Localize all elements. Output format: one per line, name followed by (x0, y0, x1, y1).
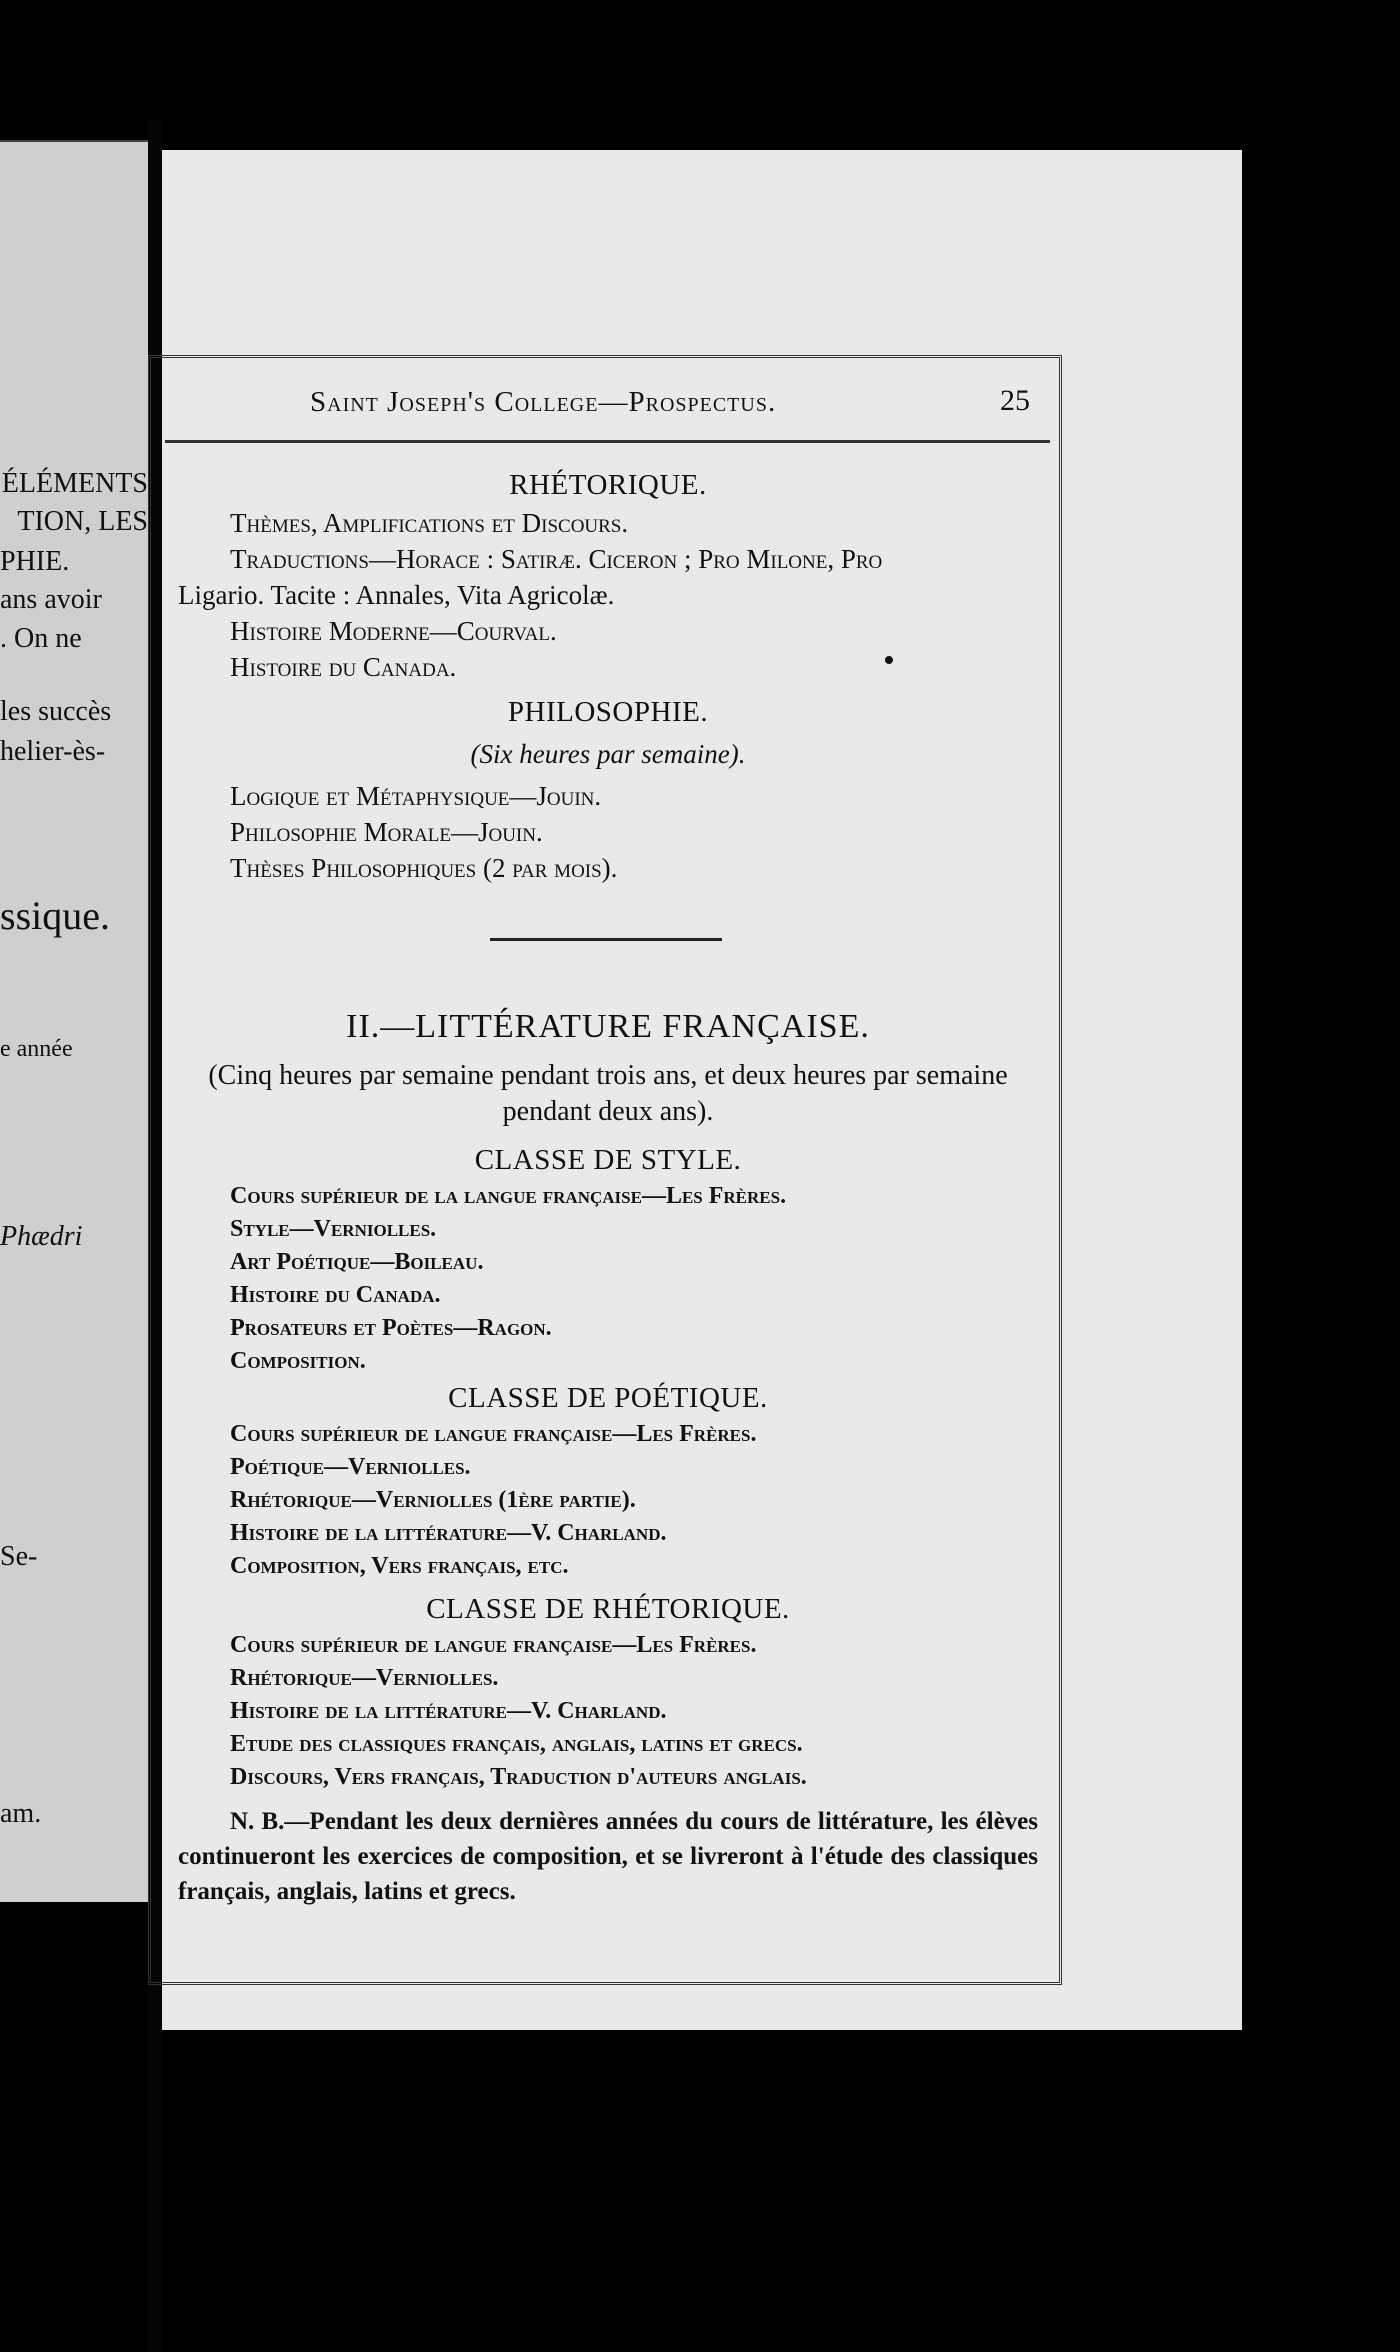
fragment-text: ÉLÉMENTS (1, 468, 148, 499)
course-line: Poétique—Verniolles. (230, 1454, 471, 1480)
section-heading: RHÉTORIQUE. (509, 469, 707, 501)
section-heading: PHILOSOPHIE. (507, 696, 709, 728)
ink-speck (885, 656, 893, 664)
facing-page-fragment (0, 140, 150, 1902)
course-line: Histoire de la littérature—V. Charland. (230, 1698, 667, 1724)
course-line: Traductions—Horace : Satiræ. Ciceron ; Pro Milone, Pro (230, 544, 883, 574)
section-philosophie (178, 692, 1038, 886)
course-line: Etude des classiques français, anglais, latins et grecs. (230, 1731, 803, 1757)
fragment-text: les succès (0, 696, 112, 727)
course-line: Thèmes, Amplifications et Discours. (230, 508, 629, 538)
course-line: Cours supérieur de langue française—Les Frères. (230, 1632, 757, 1658)
course-line: Histoire de la littérature—V. Charland. (230, 1520, 667, 1546)
class-heading: CLASSE DE RHÉTORIQUE. (426, 1593, 790, 1625)
course-line: Philosophie Morale—Jouin. (230, 817, 543, 847)
section-heading: II.—LITTÉRATURE FRANÇAISE. (346, 1008, 870, 1045)
header-rule (165, 440, 1050, 443)
course-line: Composition, Vers français, etc. (230, 1553, 569, 1579)
course-line: Prosateurs et Poètes—Ragon. (230, 1315, 552, 1341)
course-line: Rhétorique—Verniolles (1ère partie). (230, 1487, 636, 1513)
fragment-text: helier-ès- (0, 736, 106, 767)
course-line: Art Poétique—Boileau. (230, 1249, 484, 1275)
course-line: Discours, Vers français, Traduction d'auteurs anglais. (230, 1764, 807, 1790)
fragment-text: e année (0, 1036, 73, 1062)
fragment-text: Se- (0, 1541, 38, 1572)
course-line: Style—Verniolles. (230, 1216, 437, 1242)
page-number: 25 (1000, 384, 1030, 417)
running-title: Saint Joseph's College—Prospectus. (310, 386, 777, 418)
fragment-text: . On ne (0, 623, 82, 654)
course-line: Histoire Moderne—Courval. (230, 616, 557, 646)
section-divider (490, 938, 722, 941)
fragment-text: PHIE. (0, 546, 70, 577)
course-line: Composition. (230, 1348, 366, 1374)
section-subheading: (Six heures par semaine). (470, 739, 746, 769)
class-heading: CLASSE DE STYLE. (474, 1144, 742, 1176)
course-line: Histoire du Canada. (230, 652, 457, 682)
course-line: Logique et Métaphysique—Jouin. (230, 781, 602, 811)
fragment-text: TION, LES (17, 506, 148, 537)
course-line: Rhétorique—Verniolles. (230, 1665, 499, 1691)
fragment-text: am. (0, 1798, 42, 1829)
course-line: Cours supérieur de langue française—Les Frères. (230, 1421, 757, 1447)
fragment-text: Phædri (0, 1221, 83, 1252)
course-line: Histoire du Canada. (230, 1282, 441, 1308)
fragment-text: ssique. (0, 894, 110, 938)
running-header (310, 380, 1030, 430)
section-intro: (Cinq heures par semaine pendant trois ans, et deux heures par semaine pendant deux ans). (208, 1060, 1008, 1127)
section-litterature (178, 1004, 1038, 1909)
course-line: Ligario. Tacite : Annales, Vita Agricolæ. (178, 580, 615, 610)
class-heading: CLASSE DE POÉTIQUE. (448, 1382, 768, 1414)
nota-bene: N. B.—Pendant les deux dernières années du cours de littérature, les élèves continueront les exercices de composition, et se livreront à l'étude des classiques français, anglais, latins et grecs. (178, 1808, 1038, 1905)
section-rhetorique (178, 465, 1038, 685)
course-line: Cours supérieur de la langue française—Les Frères. (230, 1183, 787, 1209)
course-line: Thèses Philosophiques (2 par mois). (230, 853, 618, 883)
fragment-text: ans avoir (0, 584, 102, 615)
